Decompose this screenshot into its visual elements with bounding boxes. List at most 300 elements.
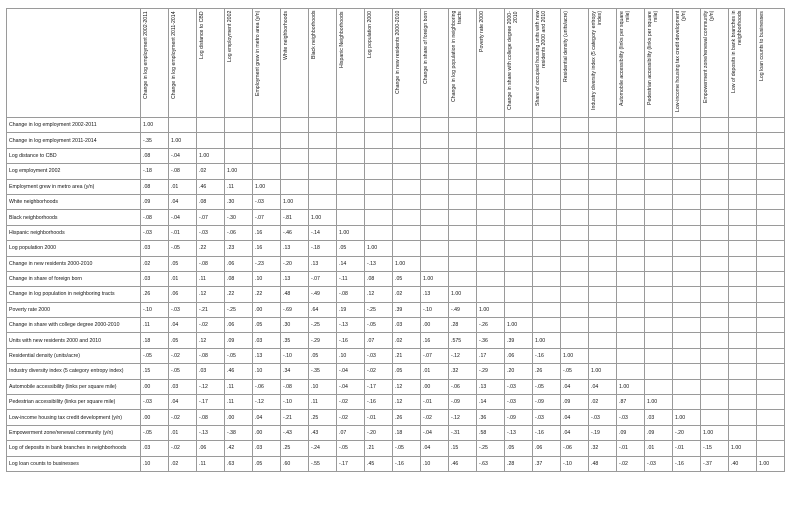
correlation-cell xyxy=(673,271,701,286)
correlation-cell xyxy=(617,133,645,148)
correlation-cell: .32 xyxy=(589,441,617,456)
correlation-cell: -.08 xyxy=(141,210,169,225)
correlation-cell xyxy=(281,148,309,163)
correlation-cell xyxy=(421,133,449,148)
correlation-cell: .05 xyxy=(393,271,421,286)
correlation-cell: -.16 xyxy=(533,425,561,440)
correlation-cell: -.10 xyxy=(141,302,169,317)
correlation-cell: .13 xyxy=(281,241,309,256)
correlation-cell xyxy=(281,179,309,194)
correlation-cell: .28 xyxy=(505,456,533,471)
column-header xyxy=(673,9,701,118)
correlation-cell: .32 xyxy=(449,364,477,379)
correlation-cell: .43 xyxy=(309,425,337,440)
correlation-cell: .10 xyxy=(141,456,169,471)
correlation-cell: .05 xyxy=(253,456,281,471)
correlation-cell xyxy=(561,133,589,148)
correlation-cell xyxy=(309,133,337,148)
correlation-cell: .00 xyxy=(141,379,169,394)
table-row xyxy=(7,348,785,363)
correlation-cell: -.36 xyxy=(477,333,505,348)
correlation-cell xyxy=(673,287,701,302)
correlation-cell: .17 xyxy=(477,348,505,363)
correlation-cell: -.03 xyxy=(365,348,393,363)
correlation-cell: -.49 xyxy=(309,287,337,302)
correlation-cell: .25 xyxy=(281,441,309,456)
correlation-cell xyxy=(729,179,757,194)
correlation-cell: .04 xyxy=(169,395,197,410)
correlation-cell: .45 xyxy=(365,456,393,471)
correlation-cell xyxy=(421,118,449,133)
correlation-cell xyxy=(393,241,421,256)
correlation-cell xyxy=(757,333,785,348)
correlation-cell xyxy=(617,241,645,256)
corner-cell xyxy=(7,9,141,118)
correlation-cell xyxy=(673,194,701,209)
correlation-cell: .46 xyxy=(449,456,477,471)
correlation-cell: .03 xyxy=(141,271,169,286)
correlation-matrix-table xyxy=(6,8,785,472)
correlation-cell: .13 xyxy=(281,271,309,286)
correlation-cell: .05 xyxy=(309,348,337,363)
correlation-cell: .22 xyxy=(253,287,281,302)
correlation-cell xyxy=(729,395,757,410)
correlation-cell xyxy=(477,256,505,271)
correlation-cell: .02 xyxy=(141,256,169,271)
correlation-cell: -.05 xyxy=(365,318,393,333)
correlation-cell: .03 xyxy=(141,441,169,456)
correlation-cell xyxy=(477,271,505,286)
correlation-cell xyxy=(645,256,673,271)
column-header xyxy=(197,9,225,118)
correlation-cell xyxy=(309,194,337,209)
correlation-cell xyxy=(337,148,365,163)
row-label: Residential density (units/acre) xyxy=(7,348,141,363)
correlation-cell: -.03 xyxy=(253,194,281,209)
correlation-cell: -.07 xyxy=(421,348,449,363)
row-label: Log loan counts to businesses xyxy=(7,456,141,471)
correlation-cell: -.05 xyxy=(141,348,169,363)
correlation-cell xyxy=(393,148,421,163)
correlation-cell xyxy=(589,318,617,333)
correlation-cell: -.03 xyxy=(533,410,561,425)
correlation-cell: .02 xyxy=(197,164,225,179)
table-row xyxy=(7,364,785,379)
correlation-cell xyxy=(477,287,505,302)
table-row xyxy=(7,441,785,456)
correlation-cell: -.07 xyxy=(253,210,281,225)
correlation-cell xyxy=(617,348,645,363)
correlation-cell: -.35 xyxy=(141,133,169,148)
column-header-label: Industry diversity index (5 category entropy index) xyxy=(591,11,603,110)
correlation-cell: -.26 xyxy=(477,318,505,333)
table-row xyxy=(7,148,785,163)
correlation-cell: .09 xyxy=(225,333,253,348)
table-row xyxy=(7,210,785,225)
correlation-cell xyxy=(673,364,701,379)
correlation-cell xyxy=(673,133,701,148)
correlation-cell: .12 xyxy=(197,333,225,348)
correlation-cell: 1.00 xyxy=(617,379,645,394)
correlation-cell xyxy=(729,241,757,256)
column-header xyxy=(281,9,309,118)
correlation-cell xyxy=(589,302,617,317)
correlation-cell: 1.00 xyxy=(729,441,757,456)
correlation-cell: .37 xyxy=(533,456,561,471)
correlation-cell: .60 xyxy=(281,456,309,471)
correlation-cell xyxy=(449,225,477,240)
correlation-cell: -.03 xyxy=(505,395,533,410)
correlation-cell xyxy=(757,133,785,148)
correlation-cell: .03 xyxy=(197,364,225,379)
correlation-cell xyxy=(477,210,505,225)
correlation-cell xyxy=(757,271,785,286)
correlation-cell: -.13 xyxy=(505,425,533,440)
correlation-cell xyxy=(337,118,365,133)
correlation-cell: -.05 xyxy=(393,441,421,456)
correlation-cell: -.09 xyxy=(533,395,561,410)
correlation-cell: .14 xyxy=(337,256,365,271)
correlation-cell: .09 xyxy=(617,425,645,440)
correlation-cell: .30 xyxy=(225,194,253,209)
column-header xyxy=(757,9,785,118)
correlation-cell xyxy=(225,133,253,148)
correlation-cell xyxy=(673,210,701,225)
correlation-cell: .11 xyxy=(225,379,253,394)
correlation-cell xyxy=(505,194,533,209)
correlation-cell xyxy=(505,302,533,317)
table-row xyxy=(7,194,785,209)
correlation-cell: -.38 xyxy=(225,425,253,440)
correlation-cell xyxy=(701,333,729,348)
correlation-cell xyxy=(393,133,421,148)
correlation-cell xyxy=(729,256,757,271)
correlation-cell xyxy=(729,287,757,302)
correlation-cell: .16 xyxy=(421,333,449,348)
table-row xyxy=(7,318,785,333)
correlation-cell xyxy=(421,148,449,163)
correlation-cell: .08 xyxy=(365,271,393,286)
row-label: Change in share with college degree 2000-2010 xyxy=(7,318,141,333)
correlation-cell xyxy=(645,148,673,163)
table-row xyxy=(7,287,785,302)
correlation-cell xyxy=(673,179,701,194)
correlation-cell xyxy=(365,210,393,225)
correlation-cell: 1.00 xyxy=(253,179,281,194)
correlation-cell xyxy=(365,118,393,133)
correlation-cell: -.08 xyxy=(169,164,197,179)
correlation-cell xyxy=(561,194,589,209)
correlation-cell: .11 xyxy=(225,395,253,410)
table-row xyxy=(7,302,785,317)
correlation-cell: -.16 xyxy=(673,456,701,471)
column-header-label: Empowerment zone/renewal community (y/n) xyxy=(703,11,715,104)
correlation-cell xyxy=(337,133,365,148)
correlation-cell xyxy=(757,225,785,240)
correlation-cell xyxy=(729,410,757,425)
correlation-cell xyxy=(617,364,645,379)
correlation-cell xyxy=(673,164,701,179)
table-row xyxy=(7,395,785,410)
correlation-cell: -.06 xyxy=(561,441,589,456)
correlation-cell: .03 xyxy=(253,333,281,348)
correlation-cell xyxy=(701,271,729,286)
correlation-cell xyxy=(617,148,645,163)
correlation-cell: 1.00 xyxy=(337,225,365,240)
correlation-cell xyxy=(309,179,337,194)
correlation-cell xyxy=(449,164,477,179)
correlation-cell: -.16 xyxy=(533,348,561,363)
correlation-cell: -.04 xyxy=(421,425,449,440)
correlation-cell: -.02 xyxy=(337,395,365,410)
correlation-cell: .05 xyxy=(393,364,421,379)
correlation-cell xyxy=(449,256,477,271)
correlation-cell: .18 xyxy=(141,333,169,348)
correlation-cell: 1.00 xyxy=(477,302,505,317)
correlation-cell: -.01 xyxy=(617,441,645,456)
correlation-cell xyxy=(533,148,561,163)
correlation-cell: .46 xyxy=(225,364,253,379)
row-label: Industry diversity index (5 category entropy index) xyxy=(7,364,141,379)
correlation-cell xyxy=(561,271,589,286)
correlation-cell: .04 xyxy=(253,410,281,425)
correlation-cell: -.10 xyxy=(421,302,449,317)
correlation-cell xyxy=(645,333,673,348)
correlation-cell xyxy=(393,225,421,240)
correlation-cell: -.46 xyxy=(281,225,309,240)
correlation-cell xyxy=(701,395,729,410)
correlation-cell xyxy=(561,179,589,194)
correlation-cell xyxy=(645,287,673,302)
correlation-cell xyxy=(505,133,533,148)
correlation-cell: .08 xyxy=(141,148,169,163)
correlation-cell: .15 xyxy=(141,364,169,379)
column-header-label: Log employment 2002 xyxy=(227,11,233,63)
correlation-cell: -.01 xyxy=(169,225,197,240)
column-header-label: Log distance to CBD xyxy=(199,11,205,59)
correlation-cell: .58 xyxy=(477,425,505,440)
column-header-label: Residential density (units/acre) xyxy=(563,11,569,82)
correlation-cell: 1.00 xyxy=(393,256,421,271)
column-header-label: Employment grew in metro area (y/n) xyxy=(255,11,261,97)
correlation-cell: -.13 xyxy=(365,256,393,271)
row-label: Empowerment zone/renewal community (y/n) xyxy=(7,425,141,440)
column-header xyxy=(561,9,589,118)
correlation-cell xyxy=(365,164,393,179)
correlation-cell: .64 xyxy=(309,302,337,317)
row-label: Change in log employment 2002-2011 xyxy=(7,118,141,133)
correlation-cell: -.10 xyxy=(281,395,309,410)
correlation-cell xyxy=(421,225,449,240)
correlation-cell: -.12 xyxy=(197,379,225,394)
correlation-cell xyxy=(617,333,645,348)
correlation-cell: .42 xyxy=(225,441,253,456)
correlation-cell xyxy=(757,379,785,394)
table-row xyxy=(7,333,785,348)
row-label: Log distance to CBD xyxy=(7,148,141,163)
correlation-cell xyxy=(673,118,701,133)
correlation-cell: .13 xyxy=(421,287,449,302)
correlation-cell: -.02 xyxy=(169,410,197,425)
correlation-cell: -.12 xyxy=(449,410,477,425)
correlation-cell xyxy=(561,118,589,133)
correlation-cell: .01 xyxy=(421,364,449,379)
table-row xyxy=(7,164,785,179)
correlation-cell xyxy=(533,179,561,194)
correlation-rows xyxy=(7,118,785,472)
correlation-cell xyxy=(701,164,729,179)
correlation-cell: .15 xyxy=(449,441,477,456)
correlation-cell xyxy=(533,118,561,133)
correlation-cell: .12 xyxy=(365,287,393,302)
correlation-cell xyxy=(757,241,785,256)
correlation-cell xyxy=(757,148,785,163)
correlation-cell xyxy=(729,271,757,286)
correlation-cell: -.13 xyxy=(197,425,225,440)
correlation-cell xyxy=(477,225,505,240)
column-header-label: Change in new residents 2000-2010 xyxy=(395,11,401,95)
correlation-cell: .06 xyxy=(169,287,197,302)
correlation-cell: .05 xyxy=(253,318,281,333)
correlation-cell xyxy=(617,118,645,133)
column-header xyxy=(449,9,477,118)
correlation-table-container xyxy=(6,8,785,472)
correlation-cell: .08 xyxy=(197,194,225,209)
correlation-cell xyxy=(533,241,561,256)
correlation-cell xyxy=(729,210,757,225)
correlation-cell: .10 xyxy=(337,348,365,363)
correlation-cell: -.05 xyxy=(225,348,253,363)
table-row xyxy=(7,379,785,394)
correlation-cell xyxy=(449,271,477,286)
correlation-cell xyxy=(645,225,673,240)
correlation-cell: -.09 xyxy=(505,410,533,425)
correlation-cell xyxy=(645,194,673,209)
correlation-cell xyxy=(169,118,197,133)
correlation-cell xyxy=(673,318,701,333)
correlation-cell xyxy=(309,118,337,133)
correlation-cell: -.02 xyxy=(421,410,449,425)
correlation-cell xyxy=(561,287,589,302)
correlation-cell: .09 xyxy=(141,194,169,209)
correlation-cell: .05 xyxy=(505,441,533,456)
correlation-cell: .34 xyxy=(281,364,309,379)
correlation-cell: .04 xyxy=(561,379,589,394)
correlation-cell xyxy=(645,164,673,179)
correlation-cell xyxy=(617,302,645,317)
correlation-cell: .00 xyxy=(253,425,281,440)
correlation-cell xyxy=(421,194,449,209)
correlation-cell xyxy=(449,118,477,133)
column-header-label: Change in share with college degree 2000-2010 xyxy=(507,11,519,110)
correlation-cell: .21 xyxy=(393,348,421,363)
correlation-cell xyxy=(757,410,785,425)
correlation-cell xyxy=(617,194,645,209)
correlation-cell xyxy=(757,348,785,363)
correlation-cell xyxy=(701,410,729,425)
correlation-cell xyxy=(729,148,757,163)
correlation-cell: 1.00 xyxy=(421,271,449,286)
correlation-cell: -.10 xyxy=(561,456,589,471)
correlation-cell xyxy=(337,179,365,194)
correlation-cell xyxy=(505,164,533,179)
correlation-cell: .18 xyxy=(393,425,421,440)
correlation-cell xyxy=(757,302,785,317)
correlation-cell: -.03 xyxy=(505,379,533,394)
table-row xyxy=(7,118,785,133)
correlation-cell: -.17 xyxy=(337,456,365,471)
correlation-cell xyxy=(729,333,757,348)
correlation-cell: -.03 xyxy=(617,410,645,425)
correlation-cell xyxy=(589,148,617,163)
correlation-cell xyxy=(729,118,757,133)
correlation-cell: .11 xyxy=(197,456,225,471)
correlation-cell xyxy=(589,118,617,133)
correlation-cell: .13 xyxy=(477,379,505,394)
correlation-cell xyxy=(617,271,645,286)
correlation-cell xyxy=(757,256,785,271)
correlation-cell: 1.00 xyxy=(309,210,337,225)
correlation-cell: -.29 xyxy=(477,364,505,379)
correlation-cell: .01 xyxy=(169,179,197,194)
correlation-cell: .46 xyxy=(197,179,225,194)
row-label: White neighborhoods xyxy=(7,194,141,209)
correlation-cell: -.04 xyxy=(337,364,365,379)
correlation-cell xyxy=(673,148,701,163)
correlation-cell xyxy=(421,210,449,225)
row-label: Black neighborhoods xyxy=(7,210,141,225)
correlation-cell: .03 xyxy=(393,318,421,333)
correlation-cell xyxy=(393,164,421,179)
correlation-cell: -.02 xyxy=(617,456,645,471)
correlation-cell: .06 xyxy=(533,441,561,456)
column-header xyxy=(169,9,197,118)
correlation-cell xyxy=(449,194,477,209)
column-header xyxy=(253,9,281,118)
correlation-cell: -.03 xyxy=(197,225,225,240)
correlation-cell xyxy=(365,133,393,148)
correlation-cell: -.25 xyxy=(225,302,253,317)
correlation-cell: -.17 xyxy=(365,379,393,394)
correlation-cell xyxy=(589,179,617,194)
correlation-cell xyxy=(645,348,673,363)
correlation-cell: -.19 xyxy=(589,425,617,440)
correlation-cell xyxy=(505,287,533,302)
correlation-cell xyxy=(673,302,701,317)
correlation-cell: -.81 xyxy=(281,210,309,225)
correlation-cell xyxy=(477,118,505,133)
correlation-cell xyxy=(757,210,785,225)
correlation-cell xyxy=(281,133,309,148)
correlation-cell xyxy=(309,148,337,163)
correlation-cell: -.55 xyxy=(309,456,337,471)
correlation-cell: .07 xyxy=(337,425,365,440)
correlation-cell xyxy=(757,395,785,410)
correlation-cell xyxy=(645,271,673,286)
correlation-cell xyxy=(701,210,729,225)
correlation-cell xyxy=(701,225,729,240)
correlation-cell xyxy=(505,210,533,225)
column-header-label: White neighborhoods xyxy=(283,11,289,61)
row-label: Employment grew in metro area (y/n) xyxy=(7,179,141,194)
correlation-cell: .04 xyxy=(169,318,197,333)
correlation-cell: .26 xyxy=(141,287,169,302)
correlation-cell xyxy=(701,287,729,302)
correlation-cell: .04 xyxy=(561,410,589,425)
correlation-cell: -.25 xyxy=(309,318,337,333)
correlation-cell: -.18 xyxy=(141,164,169,179)
column-header-label: Black neighborhoods xyxy=(311,11,317,60)
